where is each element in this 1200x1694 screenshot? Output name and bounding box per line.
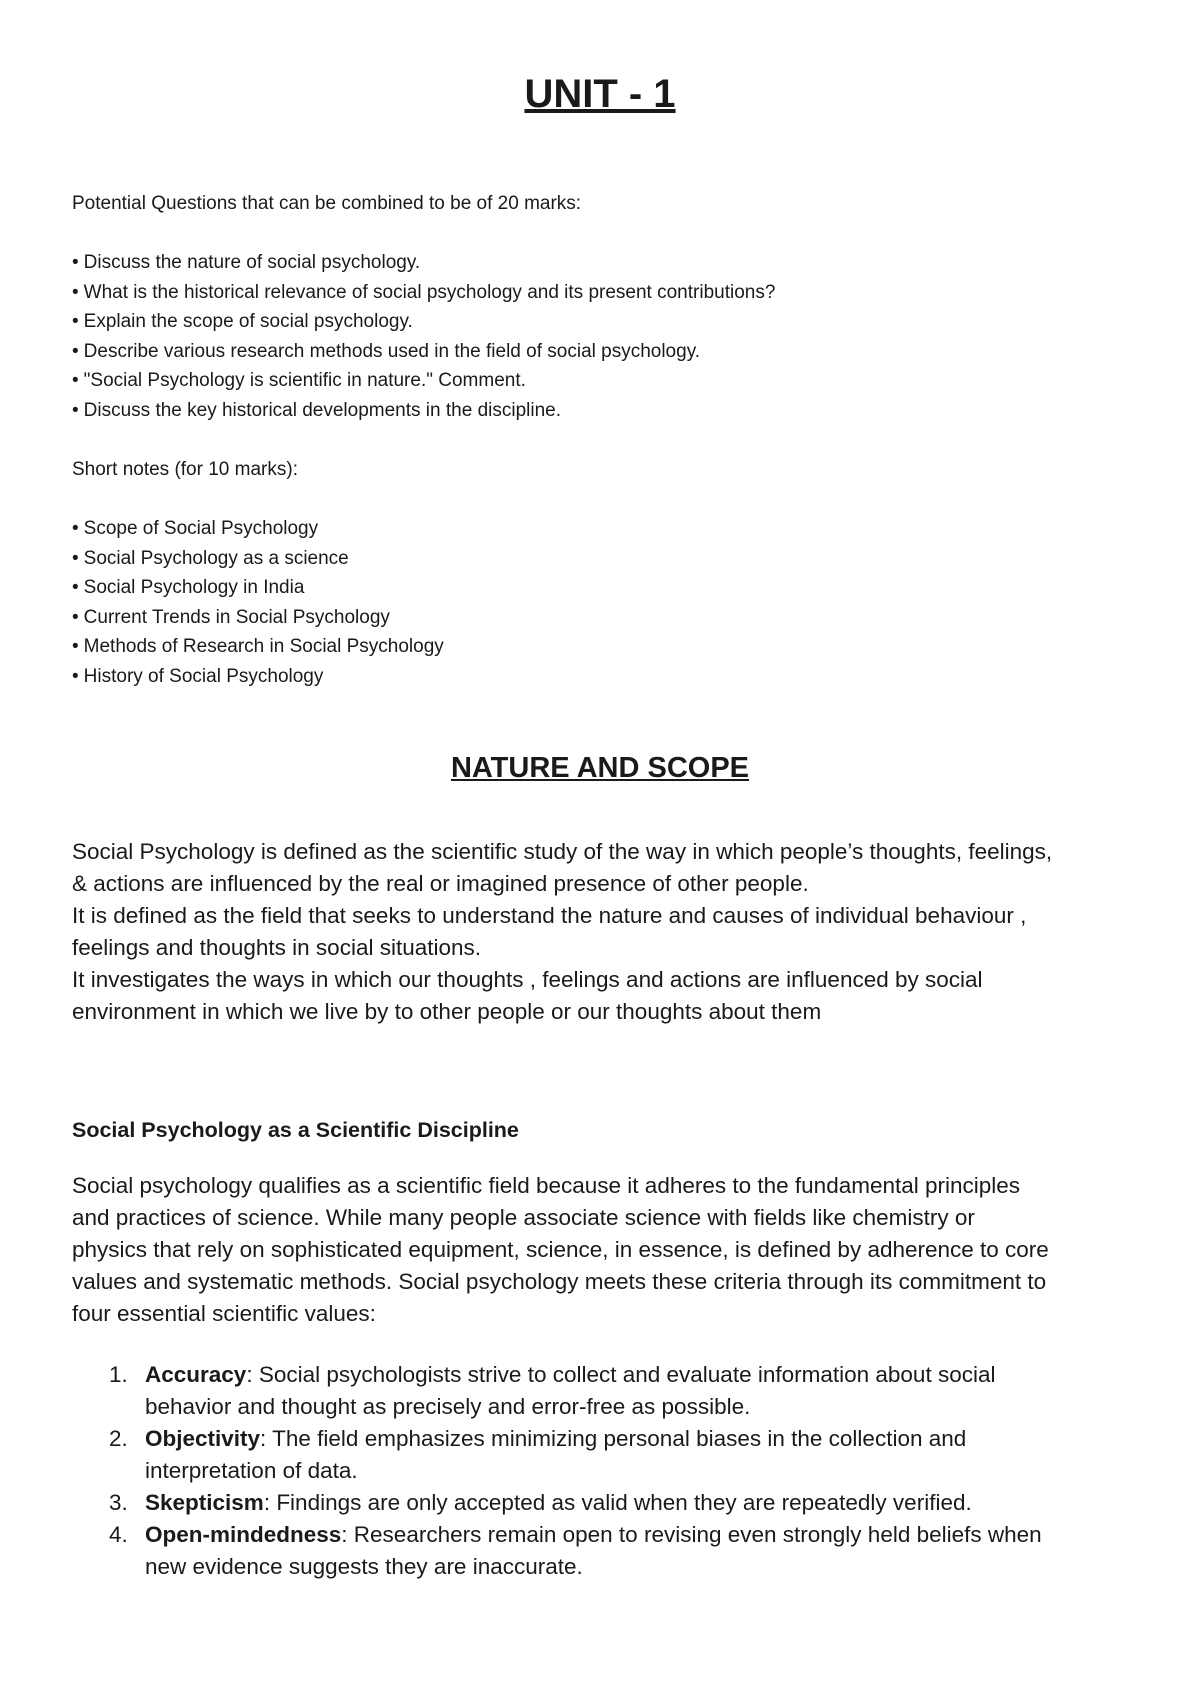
questions-intro: Potential Questions that can be combined to be of 20 marks: xyxy=(72,193,582,214)
question-item: • Describe various research methods used in the field of social psychology. xyxy=(72,337,775,367)
list-number: 2. xyxy=(109,1426,128,1451)
text-line: It investigates the ways in which our thoughts , feelings and actions are influenced by social xyxy=(72,967,983,992)
list-number: 4. xyxy=(109,1522,128,1547)
short-notes-intro: Short notes (for 10 marks): xyxy=(72,459,298,480)
value-text: behavior and thought as precisely and error-free as possible. xyxy=(145,1394,751,1419)
text-line: environment in which we live by to other people or our thoughts about them xyxy=(72,999,822,1024)
question-item: • Discuss the key historical developments in the discipline. xyxy=(72,396,775,426)
question-item: • Explain the scope of social psychology. xyxy=(72,307,775,337)
questions-list xyxy=(72,248,775,425)
value-text: : Social psychologists strive to collect and evaluate information about social xyxy=(246,1362,996,1387)
value-item xyxy=(72,1423,1132,1487)
value-term: Accuracy xyxy=(145,1362,247,1387)
paragraph xyxy=(72,1170,1132,1330)
text-line: It is defined as the field that seeks to understand the nature and causes of individual behaviour , xyxy=(72,903,1027,928)
value-term: Objectivity xyxy=(145,1426,261,1451)
value-text: new evidence suggests they are inaccurate. xyxy=(145,1554,583,1579)
text-line: Social psychology qualifies as a scientific field because it adheres to the fundamental principles xyxy=(72,1173,1021,1198)
value-text: interpretation of data. xyxy=(145,1458,358,1483)
value-item xyxy=(72,1519,1132,1583)
text-line: and practices of science. While many people associate science with fields like chemistry or xyxy=(72,1205,975,1230)
value-item xyxy=(72,1487,1132,1519)
question-item: • What is the historical relevance of social psychology and its present contributions? xyxy=(72,278,775,308)
text-line: & actions are influenced by the real or imagined presence of other people. xyxy=(72,871,809,896)
value-item xyxy=(72,1359,1132,1423)
short-notes-list xyxy=(72,514,444,691)
section-title: NATURE AND SCOPE xyxy=(450,752,750,784)
text-line: feelings and thoughts in social situations. xyxy=(72,935,482,960)
question-item: • Discuss the nature of social psychology. xyxy=(72,248,775,278)
list-number: 1. xyxy=(109,1362,128,1387)
values-list xyxy=(72,1359,1132,1583)
text-line: physics that rely on sophisticated equipment, science, in essence, is defined by adherence to core xyxy=(72,1237,1049,1262)
text-line: values and systematic methods. Social psychology meets these criteria through its commitment to xyxy=(72,1269,1047,1294)
value-term: Open-mindedness xyxy=(145,1522,342,1547)
value-text: : Researchers remain open to revising even strongly held beliefs when xyxy=(341,1522,1042,1547)
question-item: • "Social Psychology is scientific in nature." Comment. xyxy=(72,366,775,396)
short-note-item: • Social Psychology as a science xyxy=(72,544,444,574)
short-note-item: • Current Trends in Social Psychology xyxy=(72,603,444,633)
value-text: : Findings are only accepted as valid when they are repeatedly verified. xyxy=(263,1490,972,1515)
definition-block xyxy=(72,836,1132,1028)
short-note-item: • History of Social Psychology xyxy=(72,662,444,692)
list-number: 3. xyxy=(109,1490,128,1515)
subheading: Social Psychology as a Scientific Discipline xyxy=(72,1118,519,1142)
short-note-item: • Scope of Social Psychology xyxy=(72,514,444,544)
text-line: Social Psychology is defined as the scientific study of the way in which people’s thoughts, feelings, xyxy=(72,839,1053,864)
unit-title: UNIT - 1 xyxy=(524,72,676,116)
short-note-item: • Social Psychology in India xyxy=(72,573,444,603)
value-term: Skepticism xyxy=(145,1490,264,1515)
short-note-item: • Methods of Research in Social Psychology xyxy=(72,632,444,662)
value-text: : The field emphasizes minimizing personal biases in the collection and xyxy=(260,1426,967,1451)
text-line: four essential scientific values: xyxy=(72,1301,376,1326)
